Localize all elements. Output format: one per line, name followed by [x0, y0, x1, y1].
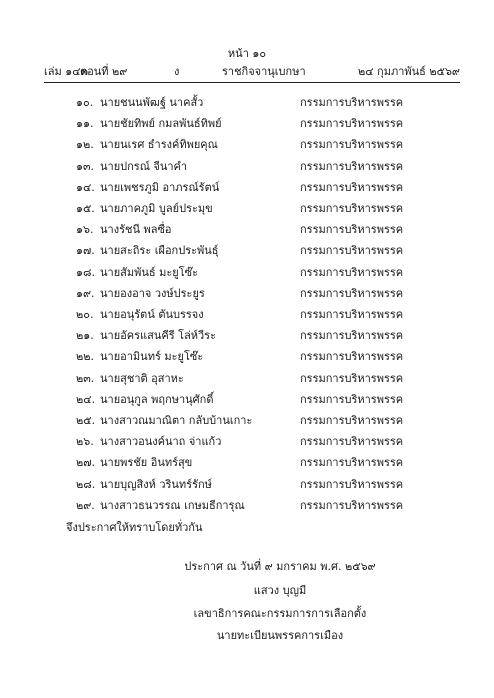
member-name: นายอัครแสนคีรี โล่ห์วีระ	[100, 329, 216, 343]
announcement: จึงประกาศให้ทราบโดยทั่วกัน	[66, 521, 203, 534]
member-number: ๑๗.	[76, 244, 95, 258]
header-gazette-title: ราชกิจจานุเบกษา	[222, 65, 306, 78]
member-position: กรรมการบริหารพรรค	[300, 159, 404, 173]
list-item	[0, 475, 494, 495]
member-position: กรรมการบริหารพรรค	[300, 329, 404, 343]
member-number: ๒๔.	[76, 392, 96, 406]
member-number: ๒๐.	[76, 308, 94, 321]
member-name: นายบุญสิงห์ วรินทร์รักษ์	[100, 477, 212, 491]
member-name: นายเพชรภูมิ อาภรณ์รัตน์	[100, 180, 220, 194]
list-item	[0, 263, 494, 283]
member-position: กรรมการบริหารพรรค	[300, 244, 404, 258]
member-name: นายสัมพันธ์ มะยูโซ๊ะ	[100, 265, 198, 279]
member-number: ๒๖.	[76, 435, 94, 449]
list-item	[0, 241, 494, 261]
member-position: กรรมการบริหารพรรค	[300, 498, 404, 512]
member-number: ๒๒.	[76, 350, 94, 364]
header-volume: เล่ม ๑๔๓	[44, 65, 89, 78]
member-position: กรรมการบริหารพรรค	[300, 477, 404, 491]
member-number: ๒๘.	[76, 477, 96, 491]
member-name: นายสุชาติ อุสาหะ	[100, 371, 184, 385]
member-number: ๑๐.	[76, 96, 94, 109]
member-name: นายองอาจ วงษ์ประยูร	[100, 286, 205, 300]
member-number: ๑๔.	[76, 180, 95, 194]
member-position: กรรมการบริหารพรรค	[300, 308, 404, 321]
list-item	[0, 432, 494, 452]
member-number: ๑๓.	[76, 159, 94, 173]
member-position: กรรมการบริหารพรรค	[300, 435, 404, 449]
list-item	[0, 220, 494, 240]
page-number: หน้า ๑๐	[227, 47, 267, 60]
signatory-name: แสวง บุญมี	[253, 584, 307, 597]
member-name: นายนเรศ ธำรงค์ทิพยคุณ	[100, 138, 218, 152]
header-section: ง	[174, 65, 180, 78]
signature-date: ประกาศ ณ วันที่ ๙ มกราคม พ.ศ. ๒๕๖๙	[184, 560, 376, 573]
signatory-role: นายทะเบียนพรรคการเมือง	[216, 629, 344, 642]
member-position: กรรมการบริหารพรรค	[300, 138, 404, 152]
list-item	[0, 453, 494, 473]
list-item	[0, 114, 494, 134]
member-position: กรรมการบริหารพรรค	[300, 392, 404, 406]
member-name: นายอนุรัตน์ ตันบรรจง	[100, 308, 204, 321]
member-name: นางสาวธนวรรณ เกษมธีการุณ	[100, 498, 245, 512]
list-item	[0, 326, 494, 346]
member-name: นายอนุกูล พฤกษานุศักดิ์	[100, 392, 214, 406]
gazette-header	[44, 62, 460, 78]
member-number: ๒๑.	[76, 329, 94, 343]
list-item	[0, 93, 494, 113]
member-name: นายชนนพัฒฐ์ นาคสั้ว	[100, 96, 204, 109]
member-name: นายอามินทร์ มะยูโซ๊ะ	[100, 350, 204, 364]
signatory-title: เลขาธิการคณะกรรมการการเลือกตั้ง	[193, 607, 367, 620]
member-number: ๑๙.	[76, 286, 95, 300]
member-position: กรรมการบริหารพรรค	[300, 202, 404, 215]
list-item	[0, 305, 494, 325]
list-item	[0, 157, 494, 177]
member-name: นางสาวณมาณิตา กลับบ้านเกาะ	[100, 414, 253, 427]
list-item	[0, 284, 494, 304]
member-name: นายชัยทิพย์ กมลพันธ์ทิพย์	[100, 117, 222, 131]
member-number: ๒๕.	[76, 414, 96, 427]
header-issue: ตอนที่ ๒๙	[80, 65, 128, 78]
member-name: นางสาวอนงค์นาถ จ่าแก้ว	[100, 435, 222, 449]
list-item	[0, 496, 494, 516]
member-name: นายสะถิระ เผือกประพันธุ์	[100, 244, 219, 258]
member-position: กรรมการบริหารพรรค	[300, 371, 404, 385]
list-item	[0, 369, 494, 389]
list-item	[0, 135, 494, 155]
member-number: ๑๕.	[76, 202, 95, 215]
member-position: กรรมการบริหารพรรค	[300, 96, 404, 109]
member-position: กรรมการบริหารพรรค	[300, 350, 404, 364]
member-name: นายพรชัย อินทร์สุข	[100, 456, 193, 470]
list-item	[0, 347, 494, 367]
member-position: กรรมการบริหารพรรค	[300, 286, 404, 300]
member-position: กรรมการบริหารพรรค	[300, 265, 404, 279]
member-name: นายปกรณ์ จีนาคำ	[100, 159, 188, 173]
member-number: ๒๙.	[76, 498, 95, 512]
member-number: ๒๗.	[76, 456, 96, 470]
member-number: ๑๒.	[76, 138, 94, 152]
member-position: กรรมการบริหารพรรค	[300, 456, 404, 470]
list-item	[0, 390, 494, 410]
member-name: นายภาคภูมิ บูลย์ประมุข	[100, 202, 213, 215]
member-number: ๑๖.	[76, 223, 94, 237]
member-number: ๑๑.	[76, 117, 94, 131]
member-number: ๑๘.	[76, 265, 95, 279]
member-position: กรรมการบริหารพรรค	[300, 223, 404, 237]
header-divider	[44, 82, 460, 83]
member-number: ๒๓.	[76, 371, 95, 385]
list-item	[0, 178, 494, 198]
member-position: กรรมการบริหารพรรค	[300, 414, 404, 427]
member-position: กรรมการบริหารพรรค	[300, 180, 404, 194]
list-item	[0, 411, 494, 431]
header-date: ๒๔ กุมภาพันธ์ ๒๕๖๙	[357, 65, 460, 78]
member-name: นางรัชนี พลซื่อ	[100, 223, 172, 237]
member-position: กรรมการบริหารพรรค	[300, 117, 404, 131]
list-item	[0, 199, 494, 219]
